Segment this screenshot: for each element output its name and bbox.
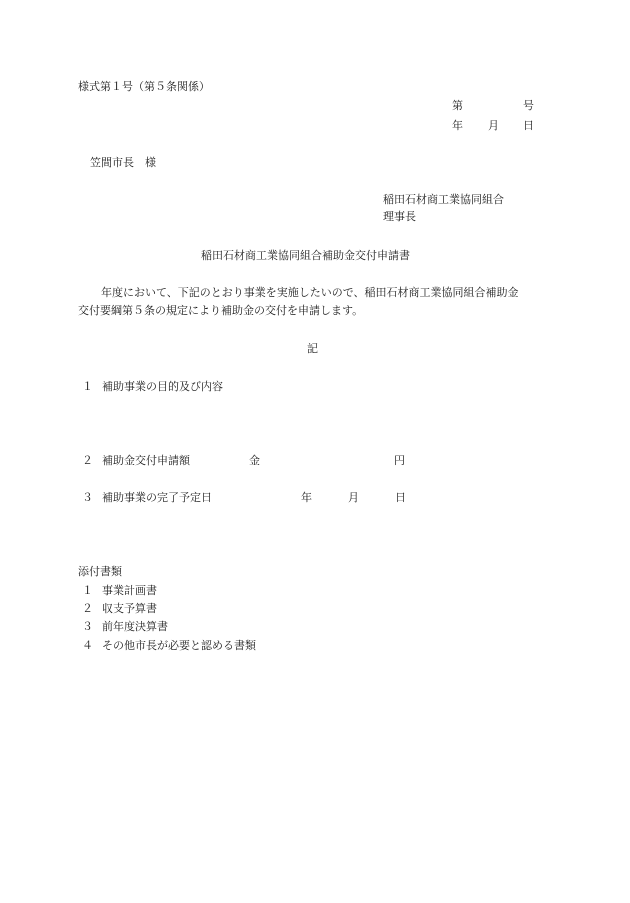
date-month: 月 xyxy=(488,119,499,132)
addressee: 笠間市長 様 xyxy=(90,156,156,169)
attachment-label: その他市長が必要と認める書類 xyxy=(102,639,256,652)
attachment-label: 事業計画書 xyxy=(102,584,157,597)
item1-number: １ xyxy=(82,380,93,393)
body-line-1: 年度において、下記のとおり事業を実施したいので、稲田石材商工業協同組合補助金 xyxy=(101,286,519,299)
form-number: 様式第１号（第５条関係） xyxy=(78,80,210,93)
applicant-title: 理事長 xyxy=(383,210,416,223)
attachment-label: 前年度決算書 xyxy=(102,620,168,633)
date-year: 年 xyxy=(452,119,463,132)
document-title: 稲田石材商工業協同組合補助金交付申請書 xyxy=(201,249,410,262)
date-day: 日 xyxy=(523,119,534,132)
attachment-number: ２ xyxy=(82,602,93,615)
item2-label: 補助金交付申請額 xyxy=(102,454,190,467)
item2-prefix: 金 xyxy=(249,454,260,467)
applicant-organization: 稲田石材商工業協同組合 xyxy=(383,193,504,206)
item3-month: 月 xyxy=(348,491,359,504)
ki-heading: 記 xyxy=(307,342,318,355)
item3-year: 年 xyxy=(301,491,312,504)
attachment-number: ３ xyxy=(82,620,93,633)
attachment-number: ４ xyxy=(82,639,93,652)
item2-number: ２ xyxy=(82,454,93,467)
item2-unit: 円 xyxy=(394,454,405,467)
item3-number: ３ xyxy=(82,491,93,504)
body-line-2: 交付要綱第５条の規定により補助金の交付を申請します。 xyxy=(78,304,364,317)
attachments-heading: 添付書類 xyxy=(78,565,122,578)
item3-label: 補助事業の完了予定日 xyxy=(102,491,212,504)
doc-number-suffix: 号 xyxy=(523,99,534,112)
attachment-number: １ xyxy=(82,584,93,597)
item3-day: 日 xyxy=(395,491,406,504)
item1-label: 補助事業の目的及び内容 xyxy=(102,380,223,393)
attachment-label: 収支予算書 xyxy=(102,602,157,615)
doc-number-prefix: 第 xyxy=(452,99,463,112)
